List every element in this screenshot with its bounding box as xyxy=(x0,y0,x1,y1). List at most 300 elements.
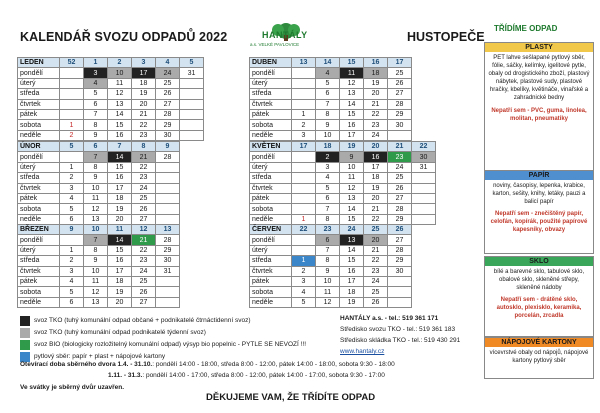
weekday-label: středa xyxy=(250,173,292,183)
week-number: 15 xyxy=(340,58,364,68)
day-cell: 5 xyxy=(316,183,340,193)
logo-subtitle: a.s. VELKÉ PAVLOVICE xyxy=(250,42,300,47)
sort-box-items: vícevrstvé obaly od nápojů, nápojové kartony pytlový sběr xyxy=(489,350,589,365)
day-cell: 18 xyxy=(132,78,156,88)
day-cell: 8 xyxy=(84,245,108,255)
day-cell: 15 xyxy=(340,214,364,224)
day-cell: 5 xyxy=(60,204,84,214)
day-cell: 11 xyxy=(340,173,364,183)
weekday-label: neděle xyxy=(18,130,60,140)
weekday-label: sobota xyxy=(18,120,60,130)
week-number: 11 xyxy=(108,225,132,235)
skladka-phone: Středisko skládka TKO - tel.: 519 430 291 xyxy=(340,337,461,344)
day-cell: 4 xyxy=(316,173,340,183)
day-cell: 11 xyxy=(84,276,108,286)
weekday-label: úterý xyxy=(18,162,60,172)
week-number: 17 xyxy=(388,58,412,68)
day-cell: 25 xyxy=(364,287,388,297)
day-cell: 8 xyxy=(316,109,340,119)
day-cell: 22 xyxy=(132,245,156,255)
weekday-label: úterý xyxy=(250,78,292,88)
month-name: KVĚTEN xyxy=(250,142,292,152)
week-number: 3 xyxy=(132,58,156,68)
week-number: 22 xyxy=(412,142,436,152)
day-cell: 9 xyxy=(316,120,340,130)
day-cell: 29 xyxy=(156,120,180,130)
sort-box-items: PET lahve sešlapané pytlový sběr, fólie, sáčky, kelímky, igelitové pytle, obaly od drogistického zboží, plastový nábytek, plastové sudy, plastové hračky, kbelíky, květináče, vinařské a zahradnické bedny xyxy=(488,55,590,102)
weekday-label: středa xyxy=(18,173,60,183)
day-cell: 20 xyxy=(364,235,388,245)
day-cell: 27 xyxy=(388,235,412,245)
day-cell xyxy=(412,214,436,224)
weekday-label: pátek xyxy=(250,276,292,286)
day-cell: 11 xyxy=(316,287,340,297)
day-cell: 26 xyxy=(388,78,412,88)
day-cell: 31 xyxy=(156,266,180,276)
weekday-label: pondělí xyxy=(18,235,60,245)
day-cell: 15 xyxy=(108,120,132,130)
day-cell: 1 xyxy=(60,245,84,255)
day-cell: 16 xyxy=(364,152,388,162)
month-name: LEDEN xyxy=(18,58,60,68)
week-number: 4 xyxy=(156,58,180,68)
day-cell xyxy=(156,183,180,193)
day-cell: 10 xyxy=(84,266,108,276)
month-name: ÚNOR xyxy=(18,142,60,152)
weekday-label: čtvrtek xyxy=(250,183,292,193)
day-cell xyxy=(388,276,412,286)
day-cell: 11 xyxy=(340,68,364,78)
day-cell: 11 xyxy=(108,78,132,88)
day-cell: 2 xyxy=(60,173,84,183)
day-cell: 24 xyxy=(132,183,156,193)
day-cell: 16 xyxy=(340,120,364,130)
day-cell xyxy=(156,193,180,203)
day-cell: 14 xyxy=(340,245,364,255)
day-cell: 28 xyxy=(388,245,412,255)
day-cell: 23 xyxy=(132,130,156,140)
day-cell: 29 xyxy=(156,245,180,255)
weekday-label: neděle xyxy=(250,214,292,224)
week-number: 2 xyxy=(108,58,132,68)
day-cell: 21 xyxy=(364,204,388,214)
day-cell: 4 xyxy=(316,68,340,78)
weekday-label: neděle xyxy=(18,297,60,307)
day-cell: 21 xyxy=(132,152,156,162)
day-cell: 12 xyxy=(84,204,108,214)
day-cell: 18 xyxy=(108,276,132,286)
day-cell: 17 xyxy=(108,266,132,276)
weekday-label: sobota xyxy=(250,204,292,214)
sort-box-title: PAPÍR xyxy=(485,171,593,180)
weekday-label: úterý xyxy=(18,78,60,88)
day-cell: 18 xyxy=(364,68,388,78)
day-cell xyxy=(292,99,316,109)
day-cell xyxy=(180,130,204,140)
day-cell: 17 xyxy=(364,162,388,172)
weekday-label: pátek xyxy=(250,193,292,203)
company-phone: HANTÁLY a.s. - tel.: 519 361 171 xyxy=(340,315,439,322)
day-cell: 9 xyxy=(84,130,108,140)
day-cell: 5 xyxy=(84,89,108,99)
day-cell: 27 xyxy=(388,89,412,99)
day-cell: 25 xyxy=(132,276,156,286)
month-calendar xyxy=(249,224,412,308)
day-cell: 27 xyxy=(156,99,180,109)
day-cell xyxy=(60,89,84,99)
weekday-label: čtvrtek xyxy=(250,266,292,276)
day-cell: 16 xyxy=(108,130,132,140)
day-cell: 27 xyxy=(132,214,156,224)
weekday-label: neděle xyxy=(18,214,60,224)
day-cell xyxy=(180,109,204,119)
day-cell: 2 xyxy=(60,256,84,266)
day-cell: 7 xyxy=(316,99,340,109)
day-cell: 8 xyxy=(84,162,108,172)
week-number: 7 xyxy=(108,142,132,152)
weekday-label: neděle xyxy=(250,297,292,307)
day-cell: 19 xyxy=(108,287,132,297)
day-cell xyxy=(156,162,180,172)
day-cell: 12 xyxy=(340,78,364,88)
day-cell: 28 xyxy=(388,99,412,109)
day-cell: 4 xyxy=(60,193,84,203)
day-cell xyxy=(156,204,180,214)
weekday-label: úterý xyxy=(18,245,60,255)
month-name: BŘEZEN xyxy=(18,225,60,235)
summer-range: 1.4. - 31.10. xyxy=(117,361,153,368)
day-cell: 19 xyxy=(340,297,364,307)
day-cell xyxy=(412,204,436,214)
day-cell xyxy=(292,183,316,193)
day-cell: 13 xyxy=(340,193,364,203)
day-cell: 1 xyxy=(60,120,84,130)
day-cell: 1 xyxy=(292,109,316,119)
week-number: 23 xyxy=(316,225,340,235)
day-cell: 29 xyxy=(388,109,412,119)
day-cell: 11 xyxy=(84,193,108,203)
day-cell: 22 xyxy=(364,256,388,266)
day-cell: 6 xyxy=(316,193,340,203)
day-cell: 3 xyxy=(316,162,340,172)
day-cell: 17 xyxy=(340,276,364,286)
weekday-label: pátek xyxy=(18,109,60,119)
day-cell: 9 xyxy=(340,152,364,162)
day-cell: 7 xyxy=(84,235,108,245)
day-cell: 18 xyxy=(364,173,388,183)
day-cell: 15 xyxy=(340,256,364,266)
day-cell: 23 xyxy=(388,152,412,162)
opening-label: Otevírací doba sběrného dvora xyxy=(20,361,116,368)
sort-box-3 xyxy=(484,337,594,379)
sort-box-items: bílé a barevné sklo, tabulové sklo, obalové sklo, skleněné střepy, skleněné nádoby xyxy=(493,269,585,292)
sort-title: TŘÍDÍME ODPAD xyxy=(494,24,558,33)
day-cell: 24 xyxy=(364,276,388,286)
day-cell: 24 xyxy=(388,162,412,172)
day-cell: 26 xyxy=(156,89,180,99)
day-cell xyxy=(292,78,316,88)
logo-name: HANTÁLY xyxy=(262,30,308,40)
day-cell: 13 xyxy=(84,214,108,224)
day-cell xyxy=(388,130,412,140)
day-cell: 14 xyxy=(108,235,132,245)
day-cell: 20 xyxy=(364,193,388,203)
day-cell xyxy=(292,162,316,172)
day-cell: 6 xyxy=(60,214,84,224)
day-cell: 27 xyxy=(388,193,412,203)
weekday-label: úterý xyxy=(250,245,292,255)
weekday-label: neděle xyxy=(250,130,292,140)
day-cell: 25 xyxy=(132,193,156,203)
weekday-label: sobota xyxy=(18,204,60,214)
weekday-label: úterý xyxy=(250,162,292,172)
weekday-label: středa xyxy=(18,89,60,99)
weekday-label: čtvrtek xyxy=(18,266,60,276)
day-cell: 15 xyxy=(108,162,132,172)
day-cell: 3 xyxy=(60,183,84,193)
weekday-label: čtvrtek xyxy=(18,99,60,109)
day-cell: 6 xyxy=(60,297,84,307)
day-cell: 2 xyxy=(292,266,316,276)
day-cell: 9 xyxy=(316,266,340,276)
day-cell xyxy=(292,89,316,99)
day-cell: 16 xyxy=(340,266,364,276)
day-cell: 14 xyxy=(108,109,132,119)
day-cell: 7 xyxy=(316,204,340,214)
day-cell xyxy=(156,287,180,297)
sort-box-warning: Nepatří sem - PVC, guma, linolea, molitan, pneumatiky xyxy=(491,107,587,122)
sort-box-warning: Nepatří sem - znečištěný papír, celofán, kopírák, použité papírové kapesníky, obvazy xyxy=(490,211,588,234)
day-cell: 28 xyxy=(156,109,180,119)
week-number: 26 xyxy=(388,225,412,235)
day-cell: 5 xyxy=(316,78,340,88)
week-number: 9 xyxy=(156,142,180,152)
day-cell: 3 xyxy=(60,266,84,276)
day-cell: 24 xyxy=(132,266,156,276)
day-cell: 14 xyxy=(340,99,364,109)
day-cell: 4 xyxy=(292,287,316,297)
day-cell: 1 xyxy=(292,214,316,224)
week-number: 14 xyxy=(316,58,340,68)
day-cell: 29 xyxy=(388,256,412,266)
week-number: 24 xyxy=(340,225,364,235)
day-cell: 6 xyxy=(316,235,340,245)
week-number: 1 xyxy=(84,58,108,68)
day-cell xyxy=(292,193,316,203)
day-cell: 23 xyxy=(132,173,156,183)
sort-box-title: SKLO xyxy=(485,257,593,266)
day-cell: 10 xyxy=(84,183,108,193)
day-cell: 20 xyxy=(108,214,132,224)
day-cell: 17 xyxy=(340,130,364,140)
day-cell: 16 xyxy=(108,173,132,183)
day-cell xyxy=(180,78,204,88)
day-cell: 20 xyxy=(108,297,132,307)
day-cell: 19 xyxy=(364,78,388,88)
day-cell: 12 xyxy=(316,297,340,307)
week-number: 18 xyxy=(316,142,340,152)
day-cell: 30 xyxy=(156,256,180,266)
legend-swatch xyxy=(20,328,30,338)
day-cell: 8 xyxy=(316,256,340,266)
weekday-label: středa xyxy=(18,256,60,266)
day-cell xyxy=(156,297,180,307)
day-cell: 19 xyxy=(108,204,132,214)
day-cell: 8 xyxy=(84,120,108,130)
day-cell: 25 xyxy=(388,173,412,183)
weekday-label: pondělí xyxy=(250,68,292,78)
week-number: 5 xyxy=(60,142,84,152)
day-cell: 17 xyxy=(132,68,156,78)
day-cell: 24 xyxy=(364,130,388,140)
day-cell: 13 xyxy=(84,297,108,307)
day-cell: 10 xyxy=(316,276,340,286)
legend-swatch xyxy=(20,316,30,326)
sort-box-0 xyxy=(484,42,594,172)
day-cell: 1 xyxy=(60,162,84,172)
day-cell xyxy=(60,235,84,245)
legend-text: svoz TKO (tuhý komunální odpad podnikatelé týdenní svoz) xyxy=(34,329,206,336)
weekday-label: sobota xyxy=(18,287,60,297)
day-cell: 23 xyxy=(132,256,156,266)
week-number: 12 xyxy=(132,225,156,235)
weekday-label: pondělí xyxy=(250,152,292,162)
week-number: 6 xyxy=(84,142,108,152)
day-cell: 21 xyxy=(132,235,156,245)
day-cell: 30 xyxy=(156,130,180,140)
day-cell: 21 xyxy=(364,245,388,255)
day-cell xyxy=(388,297,412,307)
day-cell: 14 xyxy=(108,152,132,162)
day-cell: 24 xyxy=(156,68,180,78)
day-cell: 9 xyxy=(84,256,108,266)
day-cell: 9 xyxy=(84,173,108,183)
month-calendar xyxy=(249,141,436,225)
day-cell: 10 xyxy=(108,68,132,78)
day-cell: 17 xyxy=(108,183,132,193)
weekday-label: pátek xyxy=(250,109,292,119)
day-cell: 19 xyxy=(364,183,388,193)
day-cell xyxy=(292,152,316,162)
day-cell: 14 xyxy=(340,204,364,214)
day-cell xyxy=(60,109,84,119)
legend-swatch xyxy=(20,340,30,350)
day-cell: 7 xyxy=(316,245,340,255)
week-number: 17 xyxy=(292,142,316,152)
sort-box-items: noviny, časopisy, lepenka, krabice, karton, sešity, knihy, letáky, pauzi a balicí papír xyxy=(492,183,586,206)
day-cell: 27 xyxy=(132,297,156,307)
weekday-label: pondělí xyxy=(18,68,60,78)
day-cell: 26 xyxy=(132,204,156,214)
sort-box-1 xyxy=(484,170,594,254)
day-cell: 5 xyxy=(292,297,316,307)
day-cell: 18 xyxy=(340,287,364,297)
day-cell: 2 xyxy=(316,152,340,162)
day-cell: 20 xyxy=(132,99,156,109)
day-cell: 19 xyxy=(132,89,156,99)
day-cell: 3 xyxy=(292,276,316,286)
day-cell: 12 xyxy=(84,287,108,297)
day-cell: 22 xyxy=(132,120,156,130)
day-cell xyxy=(180,89,204,99)
day-cell: 31 xyxy=(180,68,204,78)
website-link[interactable]: www.hantaly.cz xyxy=(340,348,385,355)
day-cell: 18 xyxy=(108,193,132,203)
day-cell xyxy=(388,287,412,297)
day-cell: 26 xyxy=(388,183,412,193)
week-number: 16 xyxy=(364,58,388,68)
day-cell xyxy=(292,173,316,183)
legend-text: pytlový sběr: papír + plast + nápojové kartony xyxy=(34,353,166,360)
week-number: 20 xyxy=(364,142,388,152)
day-cell xyxy=(292,68,316,78)
sort-box-title: NÁPOJOVÉ KARTONY xyxy=(485,338,593,347)
week-number: 13 xyxy=(156,225,180,235)
month-calendar xyxy=(17,57,204,141)
day-cell: 13 xyxy=(340,89,364,99)
day-cell xyxy=(60,152,84,162)
day-cell: 1 xyxy=(292,256,316,266)
month-name: ČERVEN xyxy=(250,225,292,235)
day-cell: 22 xyxy=(364,109,388,119)
day-cell xyxy=(180,120,204,130)
day-cell: 6 xyxy=(84,99,108,109)
day-cell: 5 xyxy=(60,287,84,297)
week-number: 10 xyxy=(84,225,108,235)
page-title: KALENDÁŘ SVOZU ODPADŮ 2022 xyxy=(20,30,228,44)
day-cell xyxy=(292,235,316,245)
week-number: 9 xyxy=(60,225,84,235)
week-number: 25 xyxy=(364,225,388,235)
day-cell xyxy=(412,183,436,193)
city-name: HUSTOPEČE xyxy=(407,30,485,44)
day-cell: 31 xyxy=(412,162,436,172)
legend-text: svoz TKO (tuhý komunální odpad občané + podnikatelé čtrnáctidenní svoz) xyxy=(34,317,251,324)
day-cell: 15 xyxy=(340,109,364,119)
day-cell: 29 xyxy=(388,214,412,224)
day-cell: 2 xyxy=(292,120,316,130)
holiday-note: Ve svátky je sběrný dvůr uzavřen. xyxy=(20,384,125,391)
week-number: 8 xyxy=(132,142,156,152)
sort-box-title: PLASTY xyxy=(485,43,593,52)
day-cell: 15 xyxy=(108,245,132,255)
month-calendar xyxy=(17,141,180,225)
day-cell: 22 xyxy=(132,162,156,172)
day-cell: 3 xyxy=(84,68,108,78)
day-cell: 21 xyxy=(132,109,156,119)
week-number: 13 xyxy=(292,58,316,68)
day-cell: 23 xyxy=(364,120,388,130)
day-cell: 26 xyxy=(364,297,388,307)
day-cell xyxy=(180,99,204,109)
company-logo xyxy=(242,22,320,52)
day-cell: 4 xyxy=(84,78,108,88)
weekday-label: sobota xyxy=(250,120,292,130)
day-cell xyxy=(412,173,436,183)
week-number: 52 xyxy=(60,58,84,68)
legend-text: svoz BIO (biologicky rozložitelný komunální odpad) výsyp bio popelnic - PYTLE SE NEVOZÍ !!! xyxy=(34,341,307,348)
weekday-label: pondělí xyxy=(18,152,60,162)
day-cell: 22 xyxy=(364,214,388,224)
day-cell: 30 xyxy=(388,266,412,276)
month-name: DUBEN xyxy=(250,58,292,68)
day-cell xyxy=(60,99,84,109)
weekday-label: pondělí xyxy=(250,235,292,245)
day-cell: 7 xyxy=(84,109,108,119)
day-cell: 2 xyxy=(60,130,84,140)
day-cell xyxy=(292,245,316,255)
day-cell: 16 xyxy=(108,256,132,266)
